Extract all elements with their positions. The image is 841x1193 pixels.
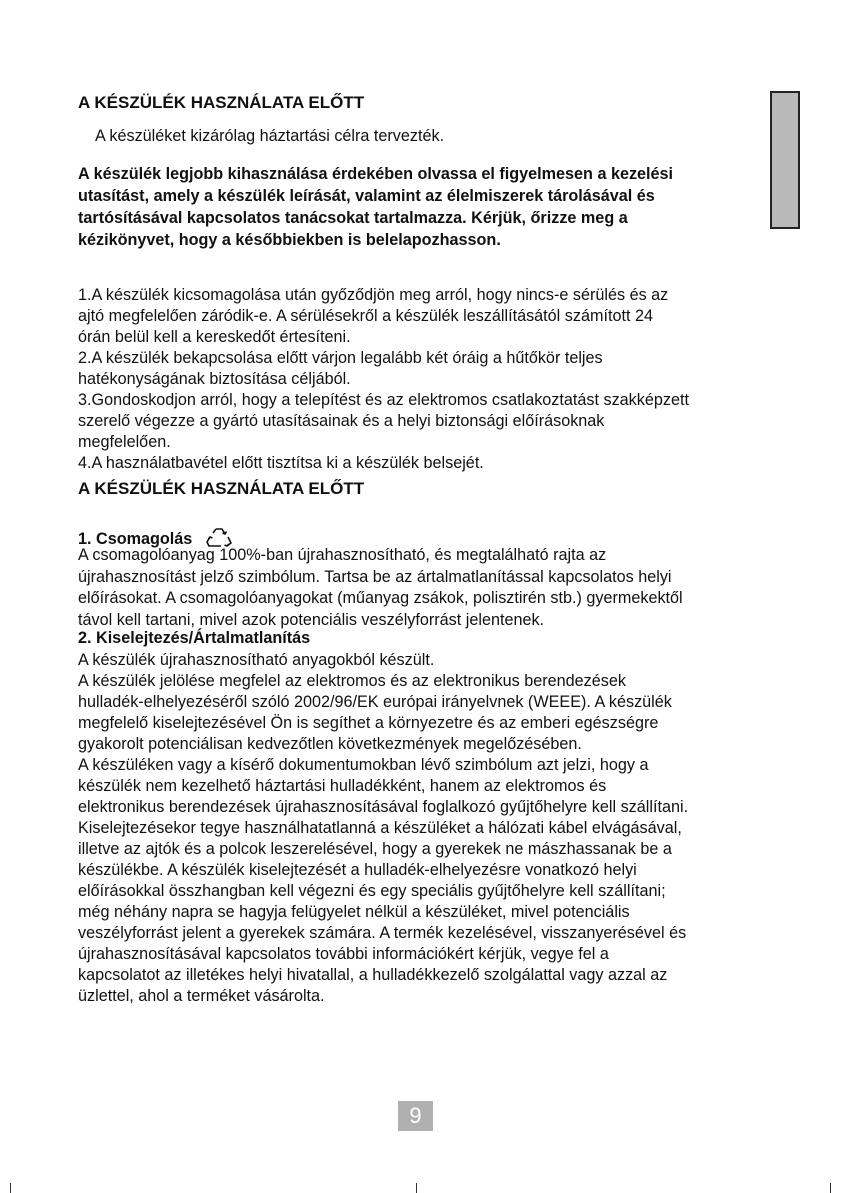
- step-line: 1.A készülék kicsomagolása után győződjön meg arról, hogy nincs-e sérülés és az: [78, 286, 669, 304]
- disposal-line: Kiselejtezésekor tegye használhatatlanná a készüléket a hálózati kábel elvágásával,: [78, 819, 682, 837]
- step-line: 4.A használatbavétel előtt tisztítsa ki a készülék belsejét.: [78, 454, 484, 472]
- disposal-line: üzlettel, ahol a terméket vásárolta.: [78, 987, 325, 1005]
- disposal-line: A készüléken vagy a kísérő dokumentumokban lévő szimbólum azt jelzi, hogy a: [78, 756, 649, 774]
- disposal-line: hulladék-elhelyezéséről szóló 2002/96/EK európai irányelvnek (WEEE). A készülék: [78, 693, 672, 711]
- disposal-line: készülékbe. A készülék kiselejtezését a hulladék-elhelyezésre vonatkozó helyi: [78, 861, 637, 879]
- packaging-line: távol kell tartani, mivel azok potenciális veszélyforrást jelentenek.: [78, 611, 545, 629]
- notice-line: tartósításával kapcsolatos tanácsokat tartalmazza. Kérjük, őrizze meg a: [78, 209, 628, 227]
- step-line: hatékonyságának biztosítása céljából.: [78, 370, 351, 388]
- step-line: ajtó megfelelően záródik-e. A sérülésekről a készülék leszállításától számított 24: [78, 307, 653, 325]
- disposal-line: újrahasznosításával kapcsolatos további információkért kérjük, vegye fel a: [78, 945, 609, 963]
- notice-line: utasítást, amely a készülék leírását, valamint az élelmiszerek tárolásával és: [78, 187, 655, 205]
- section-packaging-title-text: 1. Csomagolás: [78, 530, 193, 548]
- notice-line: kézikönyvet, hogy a későbbiekben is belelapozhasson.: [78, 231, 501, 249]
- language-tab-marker: [770, 91, 800, 229]
- heading-before-use-2: A KÉSZÜLÉK HASZNÁLATA ELŐTT: [78, 479, 365, 498]
- disposal-line: előírásokkal összhangban kell végezni és egy speciális gyűjtőhelyre kell szállítani;: [78, 882, 666, 900]
- page-number: 9: [398, 1101, 433, 1131]
- heading-before-use: A KÉSZÜLÉK HASZNÁLATA ELŐTT: [78, 93, 365, 112]
- step-line: 3.Gondoskodjon arról, hogy a telepítést és az elektromos csatlakoztatást szakképzett: [78, 391, 689, 409]
- crop-mark: [10, 1183, 11, 1193]
- packaging-line: A csomagolóanyag 100%-ban újrahasznosítható, és megtalálható rajta az: [78, 546, 607, 564]
- step-line: megfelelően.: [78, 433, 171, 451]
- disposal-line: készülék nem kezelhető háztartási hulladékként, hanem az elektromos és: [78, 777, 607, 795]
- packaging-line: újrahasznosítást jelző szimbólum. Tartsa be az ártalmatlanítással kapcsolatos helyi: [78, 568, 672, 586]
- crop-mark: [416, 1183, 417, 1193]
- crop-mark: [830, 1183, 831, 1193]
- disposal-line: elektronikus berendezések újrahasznosításával foglalkozó gyűjtőhelyre kell szállítani.: [78, 798, 689, 816]
- section-disposal-title: 2. Kiselejtezés/Ártalmatlanítás: [78, 629, 311, 647]
- step-line: szerelő végezze a gyártó utasításainak és a helyi biztonsági előírásoknak: [78, 412, 605, 430]
- disposal-line: A készülék újrahasznosítható anyagokból készült.: [78, 651, 435, 669]
- disposal-line: veszélyforrást jelent a gyerekek számára. A termék kezelésével, visszanyerésével és: [78, 924, 687, 942]
- step-line: 2.A készülék bekapcsolása előtt várjon legalább két óráig a hűtőkör teljes: [78, 349, 603, 367]
- packaging-line: előírásokat. A csomagolóanyagokat (műanyag zsákok, polisztirén stb.) gyermekektől: [78, 589, 683, 607]
- disposal-line: A készülék jelölése megfelel az elektromos és az elektronikus berendezések: [78, 672, 626, 690]
- intro-text: A készüléket kizárólag háztartási célra tervezték.: [95, 127, 445, 145]
- disposal-line: illetve az ajtók és a polcok leszerelésével, hogy a gyerekek ne mászhassanak be a: [78, 840, 672, 858]
- disposal-line: megfelelő kiselejtezésével Ön is segíthet a környezetre és az emberi egészségre: [78, 714, 659, 732]
- disposal-line: kapcsolatot az illetékes helyi hivatallal, a hulladékkezelő szolgálattal vagy azzal az: [78, 966, 668, 984]
- disposal-line: gyakorolt potenciálisan kedvezőtlen következmények megelőzésében.: [78, 735, 582, 753]
- notice-line: A készülék legjobb kihasználása érdekében olvassa el figyelmesen a kezelési: [78, 165, 674, 183]
- step-line: órán belül kell a kereskedőt értesíteni.: [78, 328, 351, 346]
- disposal-line: még néhány napra se hagyja felügyelet nélkül a készüléket, mivel potenciális: [78, 903, 630, 921]
